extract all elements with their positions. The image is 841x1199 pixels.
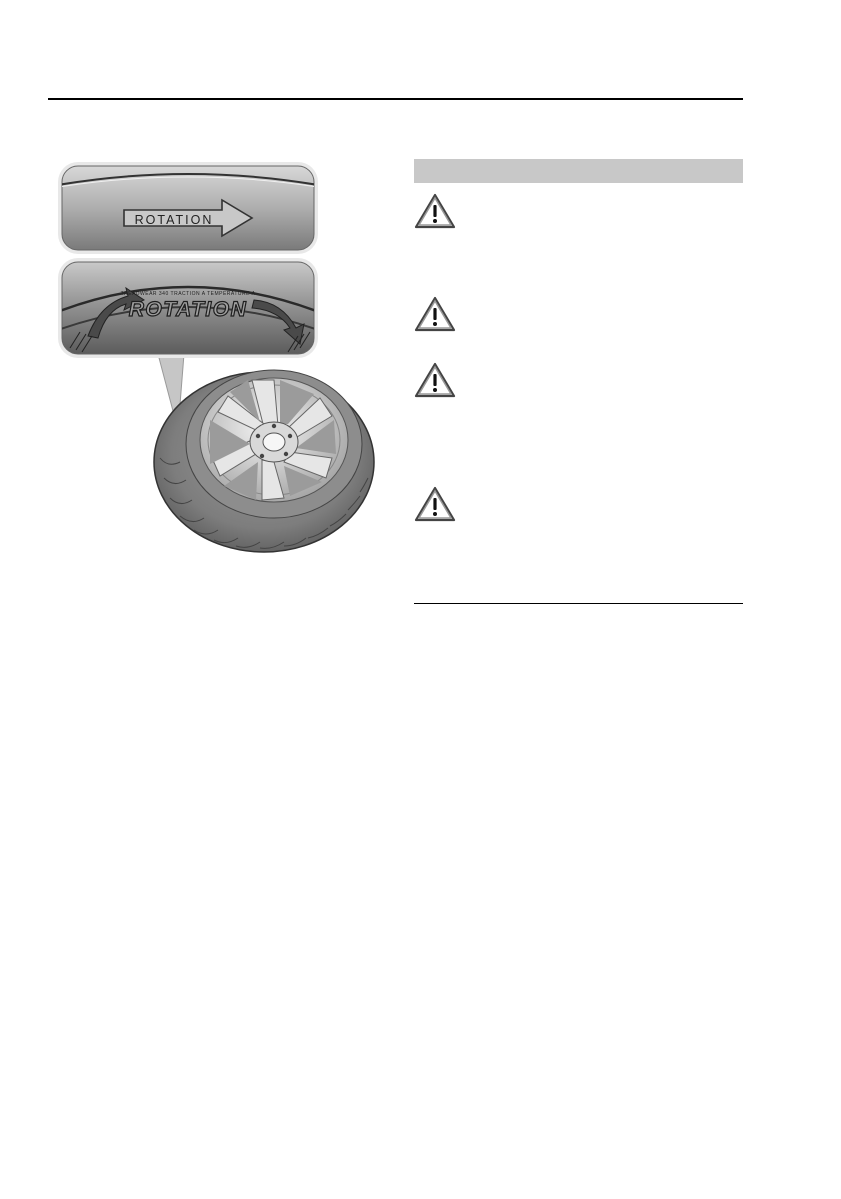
section-heading-bar <box>414 159 743 183</box>
upper-inset-label: ROTATION <box>134 213 214 227</box>
section-end-rule <box>414 603 743 604</box>
upper-inset-rotation-arrow <box>52 162 324 254</box>
warning-triangle-icon <box>414 486 456 522</box>
tyre-rotation-illustration <box>52 158 382 558</box>
header-rule <box>48 98 743 100</box>
lower-inset-rotation-sidewall <box>52 258 329 358</box>
lower-inset-label: ROTATION <box>128 298 248 321</box>
sidewall-small-text: TREADWEAR 340 TRACTION A TEMPERATURE A <box>120 291 256 297</box>
tyre-and-wheel-drawing <box>154 370 374 552</box>
warning-triangle-icon <box>414 296 456 332</box>
warning-triangle-icon <box>414 193 456 229</box>
warning-triangle-icon <box>414 362 456 398</box>
